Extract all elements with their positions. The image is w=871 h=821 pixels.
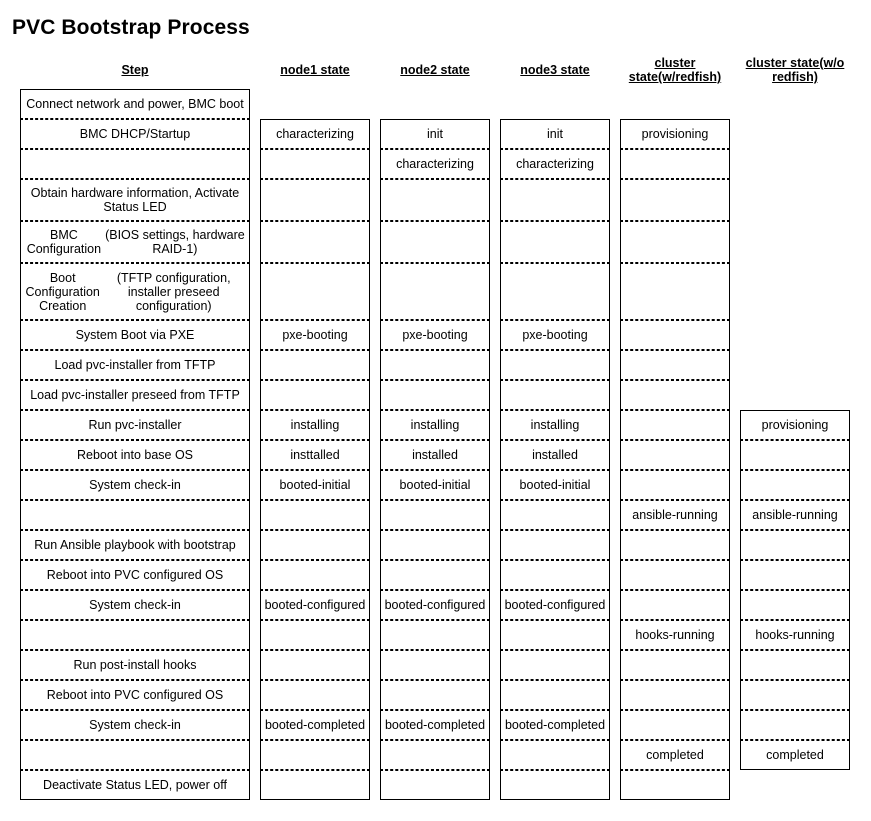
state-cell-cluster-noredfish: ansible-running (740, 500, 850, 530)
state-cell-node1: booted-initial (260, 470, 370, 500)
step-cell-empty (20, 740, 250, 770)
state-cell-empty (500, 179, 610, 221)
state-cell-empty (620, 470, 730, 500)
state-cell-empty (620, 560, 730, 590)
page-title: PVC Bootstrap Process (12, 16, 250, 39)
state-cell-empty (620, 710, 730, 740)
state-cell-cluster-redfish: completed (620, 740, 730, 770)
state-cell-empty (500, 500, 610, 530)
state-cell-node2: installing (380, 410, 490, 440)
state-cell-empty (500, 530, 610, 560)
state-cell-node1: insttalled (260, 440, 370, 470)
state-cell-empty (620, 263, 730, 320)
state-cell-node1: installing (260, 410, 370, 440)
step-cell: Run Ansible playbook with bootstrap (20, 530, 250, 560)
state-cell-empty (260, 263, 370, 320)
step-cell: Reboot into PVC configured OS (20, 560, 250, 590)
step-cell: System check-in (20, 590, 250, 620)
step-cell: System check-in (20, 710, 250, 740)
step-cell: Load pvc-installer from TFTP (20, 350, 250, 380)
state-cell-node3: installed (500, 440, 610, 470)
state-cell-cluster-redfish: hooks-running (620, 620, 730, 650)
column-header-cluster-noredfish: cluster state(w/o redfish) (745, 56, 845, 84)
state-cell-empty (500, 350, 610, 380)
state-cell-empty (260, 770, 370, 800)
state-cell-empty (260, 500, 370, 530)
state-cell-empty (500, 560, 610, 590)
state-cell-empty (620, 350, 730, 380)
state-cell-empty (620, 440, 730, 470)
state-cell-empty (380, 620, 490, 650)
state-cell-empty (380, 179, 490, 221)
state-cell-empty (260, 620, 370, 650)
state-cell-node3: booted-completed (500, 710, 610, 740)
state-cell-empty (260, 380, 370, 410)
state-cell-empty (620, 410, 730, 440)
state-cell-empty (620, 380, 730, 410)
state-cell-empty (740, 650, 850, 680)
state-cell-empty (260, 221, 370, 263)
state-cell-empty (260, 680, 370, 710)
state-cell-empty (380, 740, 490, 770)
step-cell: Deactivate Status LED, power off (20, 770, 250, 800)
state-cell-empty (620, 650, 730, 680)
state-cell-empty (740, 590, 850, 620)
state-cell-node3: booted-configured (500, 590, 610, 620)
state-cell-empty (620, 590, 730, 620)
state-cell-empty (500, 770, 610, 800)
state-cell-empty (380, 263, 490, 320)
state-cell-node3: pxe-booting (500, 320, 610, 350)
state-cell-node2: installed (380, 440, 490, 470)
state-cell-empty (260, 560, 370, 590)
state-cell-empty (260, 350, 370, 380)
state-cell-empty (620, 221, 730, 263)
state-cell-empty (620, 149, 730, 179)
state-cell-cluster-redfish: ansible-running (620, 500, 730, 530)
state-cell-empty (500, 680, 610, 710)
column-header-node1: node1 state (280, 63, 350, 77)
state-cell-empty (500, 620, 610, 650)
state-cell-node3: characterizing (500, 149, 610, 179)
state-cell-empty (380, 380, 490, 410)
step-cell: Load pvc-installer preseed from TFTP (20, 380, 250, 410)
state-cell-empty (260, 179, 370, 221)
step-cell: Reboot into base OS (20, 440, 250, 470)
state-cell-empty (380, 770, 490, 800)
step-cell: Connect network and power, BMC boot (20, 89, 250, 119)
state-cell-empty (380, 221, 490, 263)
state-cell-node3: booted-initial (500, 470, 610, 500)
state-cell-empty (740, 560, 850, 590)
state-cell-empty (740, 680, 850, 710)
state-cell-empty (500, 221, 610, 263)
column-header-node2: node2 state (400, 63, 470, 77)
state-cell-empty (380, 350, 490, 380)
state-cell-empty (740, 440, 850, 470)
step-cell: System check-in (20, 470, 250, 500)
state-cell-empty (620, 320, 730, 350)
state-cell-empty (500, 650, 610, 680)
state-cell-node3: init (500, 119, 610, 149)
step-cell: Run post-install hooks (20, 650, 250, 680)
step-cell-empty (20, 500, 250, 530)
state-cell-node3: installing (500, 410, 610, 440)
column-header-cluster-redfish: cluster state(w/redfish) (628, 56, 722, 84)
state-cell-node2: booted-configured (380, 590, 490, 620)
state-cell-empty (500, 740, 610, 770)
state-cell-empty (500, 380, 610, 410)
state-cell-empty (380, 530, 490, 560)
state-cell-node1: characterizing (260, 119, 370, 149)
step-cell: BMC DHCP/Startup (20, 119, 250, 149)
state-cell-cluster-noredfish: hooks-running (740, 620, 850, 650)
state-cell-empty (740, 530, 850, 560)
step-cell: Run pvc-installer (20, 410, 250, 440)
step-cell: Obtain hardware information, Activate Status LED (20, 179, 250, 221)
state-cell-empty (620, 179, 730, 221)
state-cell-empty (380, 500, 490, 530)
state-cell-empty (260, 740, 370, 770)
state-cell-node2: characterizing (380, 149, 490, 179)
state-cell-cluster-noredfish: provisioning (740, 410, 850, 440)
state-cell-empty (380, 560, 490, 590)
state-cell-node2: init (380, 119, 490, 149)
state-cell-node2: pxe-booting (380, 320, 490, 350)
step-cell: Boot Configuration Creation (TFTP configuration, installer preseed configuration) (20, 263, 250, 320)
step-cell: Reboot into PVC configured OS (20, 680, 250, 710)
state-cell-empty (380, 680, 490, 710)
state-cell-node1: booted-completed (260, 710, 370, 740)
state-cell-empty (500, 263, 610, 320)
column-header-node3: node3 state (520, 63, 590, 77)
state-cell-empty (260, 650, 370, 680)
state-cell-cluster-redfish: provisioning (620, 119, 730, 149)
state-cell-empty (740, 710, 850, 740)
state-cell-node1: pxe-booting (260, 320, 370, 350)
state-cell-node2: booted-completed (380, 710, 490, 740)
state-cell-empty (260, 149, 370, 179)
state-cell-cluster-noredfish: completed (740, 740, 850, 770)
state-cell-empty (380, 650, 490, 680)
step-cell-empty (20, 620, 250, 650)
step-cell: System Boot via PXE (20, 320, 250, 350)
state-cell-node2: booted-initial (380, 470, 490, 500)
step-cell: BMC Configuration (BIOS settings, hardware RAID-1) (20, 221, 250, 263)
column-header-step: Step (121, 63, 149, 77)
state-cell-empty (620, 770, 730, 800)
state-cell-empty (260, 530, 370, 560)
state-cell-empty (620, 680, 730, 710)
state-cell-empty (620, 530, 730, 560)
state-cell-empty (740, 470, 850, 500)
step-cell-empty (20, 149, 250, 179)
state-cell-node1: booted-configured (260, 590, 370, 620)
